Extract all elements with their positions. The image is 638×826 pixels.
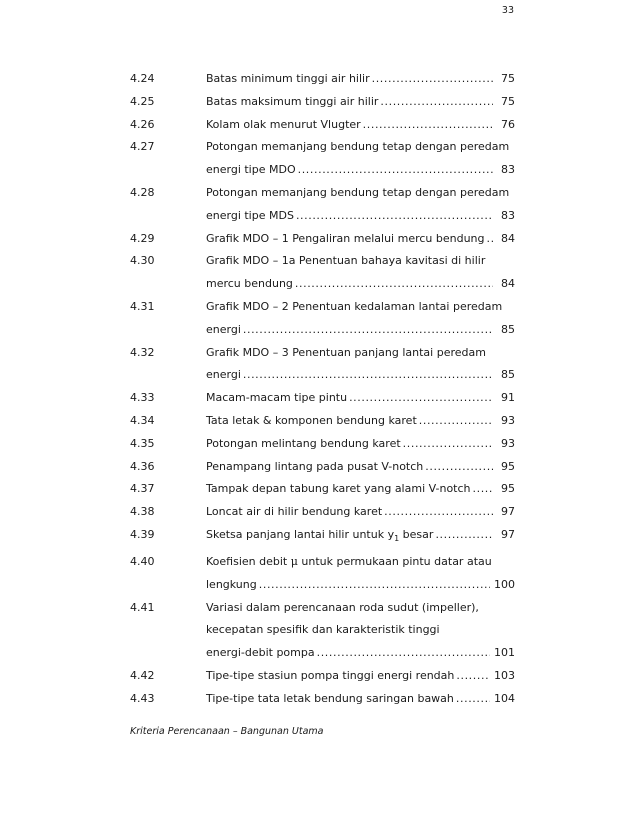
toc-entry-4-24[interactable] — [130, 68, 515, 91]
entry-page: 103 — [494, 668, 515, 682]
entry-title: Tipe-tipe stasiun pompa tinggi energi rendah — [206, 668, 455, 682]
dot-leader — [380, 91, 493, 114]
entry-title: Batas maksimum tinggi air hilir — [206, 94, 379, 108]
entry-page: 93 — [501, 436, 515, 450]
toc-entry-4-39[interactable] — [130, 524, 515, 551]
entry-page: 104 — [494, 691, 515, 705]
entry-number: 4.33 — [130, 391, 155, 405]
entry-page: 83 — [501, 163, 515, 177]
toc-entry-4-37[interactable] — [130, 478, 515, 501]
entry-title: Tata letak & komponen bendung karet — [206, 413, 417, 427]
toc-entry-4-42[interactable] — [130, 665, 515, 688]
entry-title-continued: mercu bendung — [206, 277, 293, 291]
entry-title: Grafik MDO – 2 Penentuan kedalaman lantai peredam — [206, 299, 503, 313]
toc-entry-4-26[interactable] — [130, 114, 515, 137]
dot-leader — [456, 688, 490, 711]
dot-leader — [259, 574, 490, 597]
entry-number: 4.31 — [130, 299, 155, 313]
entry-number: 4.36 — [130, 459, 155, 473]
dot-leader — [456, 665, 490, 688]
entry-number: 4.25 — [130, 94, 155, 108]
page-number: 33 — [501, 5, 514, 16]
entry-page: 84 — [501, 231, 515, 245]
entry-title: Batas minimum tinggi air hilir — [206, 72, 370, 85]
toc-entry-4-27[interactable] — [130, 136, 515, 182]
toc-entry-4-29[interactable] — [130, 228, 515, 251]
entry-number: 4.27 — [130, 140, 155, 154]
toc-entry-4-31[interactable] — [130, 296, 515, 342]
toc-entry-4-32[interactable] — [130, 342, 515, 388]
dot-leader — [473, 478, 493, 501]
dot-leader — [317, 642, 490, 665]
entry-title: Macam-macam tipe pintu — [206, 391, 348, 405]
dot-leader — [243, 364, 493, 387]
toc-entry-4-36[interactable] — [130, 456, 515, 479]
entry-title: Potongan memanjang bendung tetap dengan peredam — [206, 140, 510, 154]
toc-entry-4-30[interactable] — [130, 250, 515, 296]
entry-title: Tipe-tipe tata letak bendung saringan bawah — [206, 691, 454, 705]
entry-number: 4.26 — [130, 117, 155, 131]
entry-title: Penampang lintang pada pusat V-notch — [206, 459, 424, 473]
entry-page: 101 — [494, 646, 515, 660]
dot-leader — [295, 273, 493, 296]
dot-leader — [372, 68, 493, 91]
dot-leader — [384, 501, 493, 524]
entry-page: 75 — [501, 72, 515, 85]
entry-title-continued: energi — [206, 368, 241, 382]
entry-title: Grafik MDO – 1 Pengaliran melalui mercu bendung — [206, 231, 485, 245]
entry-number: 4.24 — [130, 72, 155, 85]
entry-number: 4.43 — [130, 691, 155, 705]
entry-page: 95 — [501, 482, 515, 496]
entry-number: 4.32 — [130, 345, 155, 359]
entry-title-continued: lengkung — [206, 577, 257, 591]
entry-title-continued: energi tipe MDS — [206, 208, 294, 222]
entry-number: 4.39 — [130, 527, 155, 541]
entry-title: Variasi dalam perencanaan roda sudut (impeller), — [206, 600, 479, 614]
entry-number: 4.35 — [130, 436, 155, 450]
toc-entry-4-34[interactable] — [130, 410, 515, 433]
dot-leader — [403, 433, 493, 456]
dot-leader — [296, 205, 493, 228]
dot-leader — [243, 319, 493, 342]
entry-number: 4.38 — [130, 505, 155, 519]
toc-entry-4-38[interactable] — [130, 501, 515, 524]
entry-page: 75 — [501, 94, 515, 108]
dot-leader — [349, 387, 493, 410]
entry-title-continued: energi tipe MDO — [206, 163, 296, 177]
entry-title: Tampak depan tabung karet yang alami V-notch — [206, 482, 471, 496]
dot-leader — [487, 228, 493, 251]
entry-number: 4.41 — [130, 600, 155, 614]
entry-number: 4.37 — [130, 482, 155, 496]
dot-leader — [419, 410, 493, 433]
mu-symbol-icon: μ — [290, 554, 298, 568]
entry-title-continued: energi-debit pompa — [206, 646, 315, 660]
entry-number: 4.40 — [130, 554, 155, 568]
entry-title: Grafik MDO – 1a Penentuan bahaya kavitasi di hilir — [206, 254, 486, 268]
entry-title-continued: kecepatan spesifik dan karakteristik tinggi — [206, 623, 440, 637]
toc-entry-4-35[interactable] — [130, 433, 515, 456]
toc-entry-4-33[interactable] — [130, 387, 515, 410]
toc-entry-4-25[interactable] — [130, 91, 515, 114]
dot-leader — [435, 524, 493, 547]
entry-page: 85 — [501, 368, 515, 382]
entry-page: 84 — [501, 277, 515, 291]
entry-page: 95 — [501, 459, 515, 473]
page-footer: Kriteria Perencanaan – Bangunan Utama — [130, 726, 324, 737]
entry-number: 4.30 — [130, 254, 155, 268]
entry-page: 100 — [494, 577, 515, 591]
entry-page: 97 — [501, 527, 515, 541]
entry-title: Loncat air di hilir bendung karet — [206, 505, 383, 519]
entry-title: Koefisien debit μ untuk permukaan pintu datar atau — [206, 554, 492, 568]
entry-page: 93 — [501, 413, 515, 427]
list-of-figures — [130, 68, 515, 711]
dot-leader — [363, 114, 493, 137]
entry-number: 4.34 — [130, 413, 155, 427]
entry-number: 4.29 — [130, 231, 155, 245]
entry-page: 97 — [501, 505, 515, 519]
entry-title: Kolam olak menurut Vlugter — [206, 117, 361, 131]
toc-entry-4-41[interactable] — [130, 597, 515, 665]
entry-page: 83 — [501, 208, 515, 222]
entry-page: 76 — [501, 117, 515, 131]
entry-number: 4.28 — [130, 185, 155, 199]
toc-entry-4-28[interactable] — [130, 182, 515, 228]
entry-page: 85 — [501, 322, 515, 336]
entry-title: Sketsa panjang lantai hilir untuk $y_1$ besar — [206, 527, 434, 544]
entry-number: 4.42 — [130, 668, 155, 682]
entry-title: Grafik MDO – 3 Penentuan panjang lantai peredam — [206, 345, 486, 359]
entry-title: Potongan memanjang bendung tetap dengan peredam — [206, 185, 510, 199]
subscript: 1 — [394, 534, 400, 544]
toc-entry-4-40[interactable] — [130, 551, 515, 597]
entry-title: Potongan melintang bendung karet — [206, 436, 401, 450]
entry-title-continued: energi — [206, 322, 241, 336]
dot-leader — [298, 159, 493, 182]
toc-entry-4-43[interactable] — [130, 688, 515, 711]
entry-page: 91 — [501, 391, 515, 405]
dot-leader — [425, 456, 493, 479]
